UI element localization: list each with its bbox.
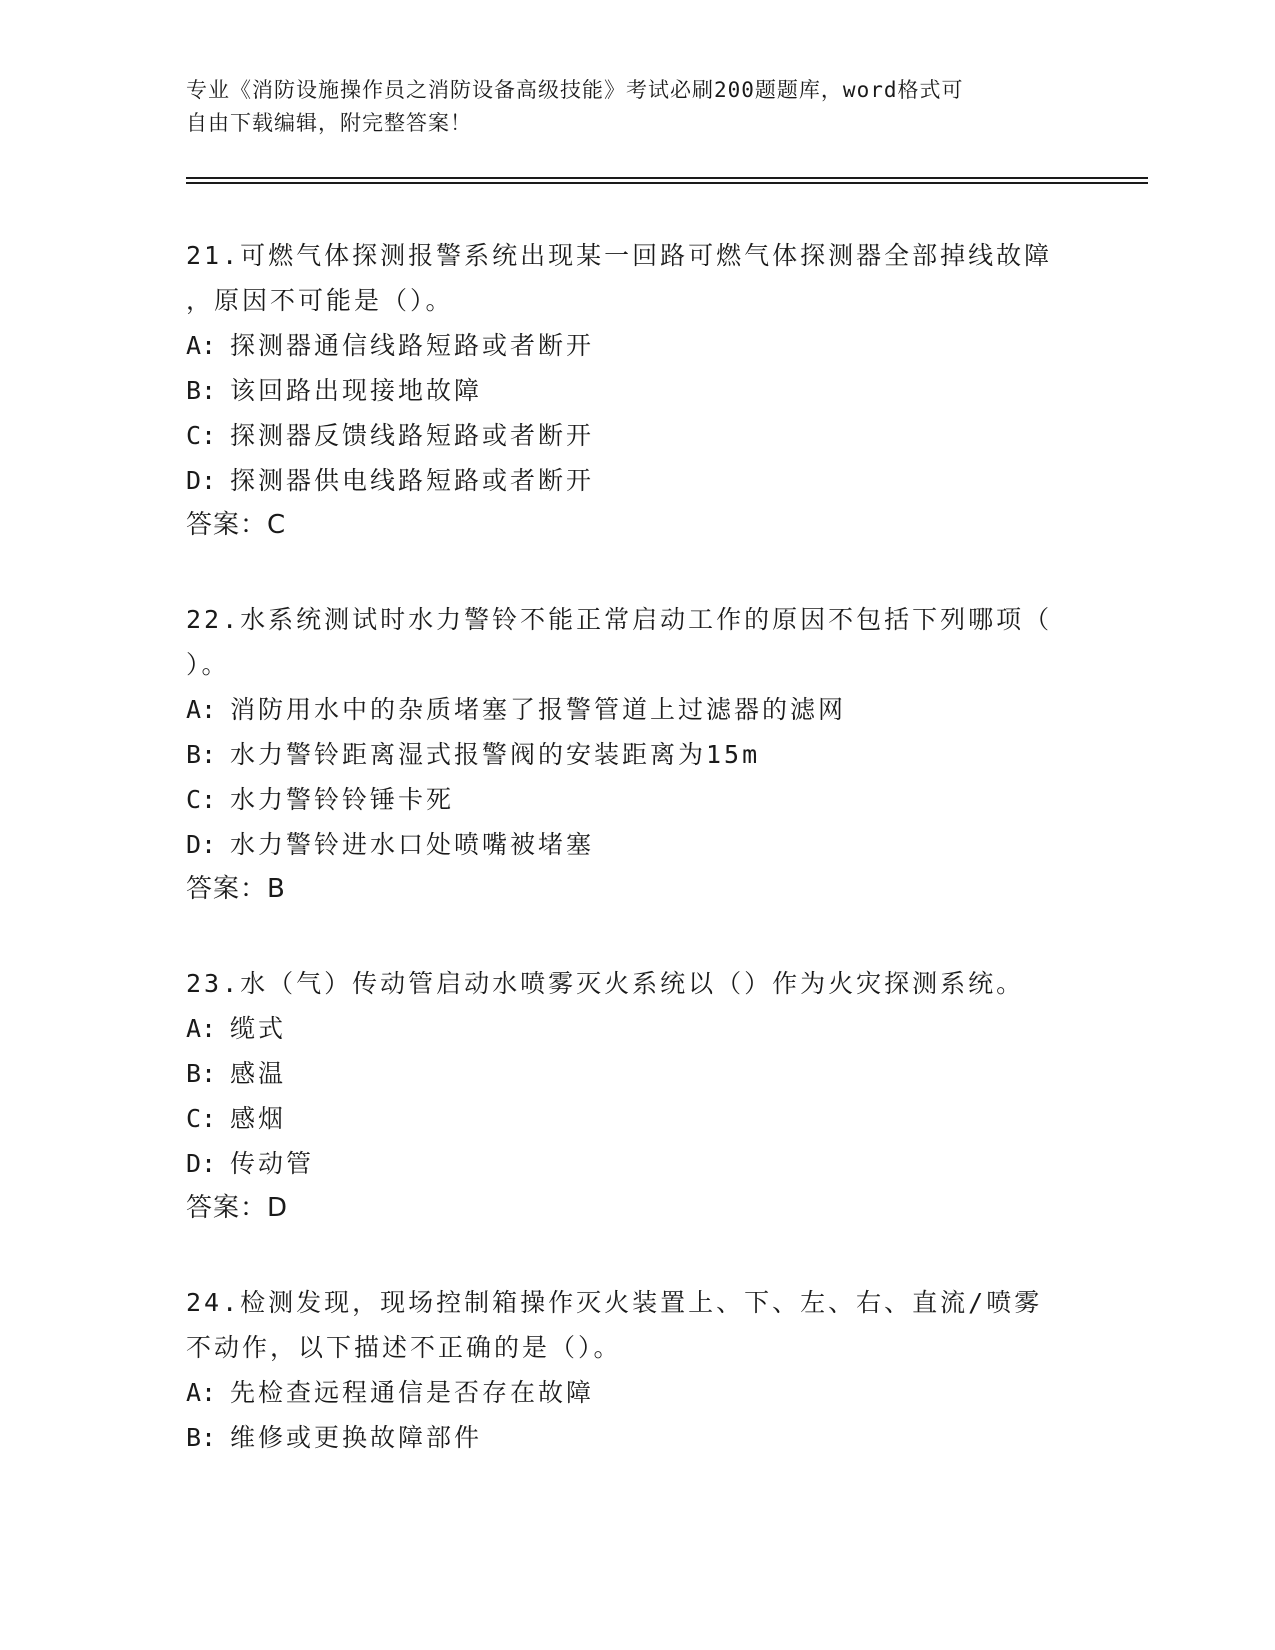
option-text: 消防用水中的杂质堵塞了报警管道上过滤器的滤网 bbox=[230, 695, 847, 724]
option-letter: A: bbox=[186, 1014, 217, 1043]
option-text: 该回路出现接地故障 bbox=[230, 376, 483, 405]
option-text: 缆式 bbox=[230, 1014, 287, 1043]
option-letter: C: bbox=[186, 785, 217, 814]
option-letter: B: bbox=[186, 1423, 217, 1452]
option-text: 水力警铃铃锤卡死 bbox=[230, 785, 455, 814]
option-d bbox=[186, 1141, 1086, 1186]
option-letter: D: bbox=[186, 466, 217, 495]
header-divider-bottom bbox=[186, 182, 1148, 184]
header-divider-top bbox=[186, 177, 1148, 179]
question-stem-line: 不动作，以下描述不正确的是（）。 bbox=[186, 1333, 622, 1362]
option-text: 探测器供电线路短路或者断开 bbox=[230, 466, 595, 495]
document-header bbox=[186, 74, 1086, 140]
option-letter: A: bbox=[186, 695, 217, 724]
option-letter: D: bbox=[186, 1149, 217, 1178]
option-d bbox=[186, 458, 1086, 503]
option-b bbox=[186, 732, 1086, 777]
option-b bbox=[186, 1415, 1086, 1460]
question-22 bbox=[186, 597, 1086, 912]
option-text: 探测器反馈线路短路或者断开 bbox=[230, 421, 595, 450]
option-text: 维修或更换故障部件 bbox=[230, 1423, 483, 1452]
option-text: 感温 bbox=[230, 1059, 287, 1088]
question-stem-line: 24.检测发现，现场控制箱操作灭火装置上、下、左、右、直流/喷雾 bbox=[186, 1288, 1043, 1317]
option-c bbox=[186, 413, 1086, 458]
option-a bbox=[186, 1370, 1086, 1415]
question-stem-line: 21.可燃气体探测报警系统出现某一回路可燃气体探测器全部掉线故障 bbox=[186, 241, 1053, 270]
option-letter: C: bbox=[186, 421, 217, 450]
option-letter: B: bbox=[186, 1059, 217, 1088]
question-21 bbox=[186, 233, 1086, 548]
question-stem-line: ）。 bbox=[186, 650, 230, 679]
header-line-2: 自由下载编辑，附完整答案！ bbox=[186, 111, 472, 135]
question-24 bbox=[186, 1280, 1086, 1460]
option-letter: A: bbox=[186, 331, 217, 360]
option-letter: D: bbox=[186, 830, 217, 859]
option-text: 水力警铃距离湿式报警阀的安装距离为15m bbox=[230, 740, 761, 769]
option-text: 感烟 bbox=[230, 1104, 287, 1133]
option-letter: B: bbox=[186, 740, 217, 769]
question-23 bbox=[186, 961, 1086, 1231]
question-stem-line: 22.水系统测试时水力警铃不能正常启动工作的原因不包括下列哪项（ bbox=[186, 605, 1053, 634]
answer-line: 答案：B bbox=[186, 874, 286, 904]
option-a bbox=[186, 1006, 1086, 1051]
option-text: 探测器通信线路短路或者断开 bbox=[230, 331, 595, 360]
option-letter: C: bbox=[186, 1104, 217, 1133]
question-stem-line: 23.水（气）传动管启动水喷雾灭火系统以（）作为火灾探测系统。 bbox=[186, 969, 1025, 998]
option-b bbox=[186, 368, 1086, 413]
option-a bbox=[186, 687, 1086, 732]
header-line-1: 专业《消防设施操作员之消防设备高级技能》考试必刷200题题库，word格式可 bbox=[186, 78, 964, 102]
option-text: 先检查远程通信是否存在故障 bbox=[230, 1378, 595, 1407]
option-letter: A: bbox=[186, 1378, 217, 1407]
option-letter: B: bbox=[186, 376, 217, 405]
option-text: 水力警铃进水口处喷嘴被堵塞 bbox=[230, 830, 595, 859]
question-stem-line: ，原因不可能是（）。 bbox=[186, 286, 454, 315]
answer-line: 答案：C bbox=[186, 510, 287, 540]
option-text: 传动管 bbox=[230, 1149, 315, 1178]
option-c bbox=[186, 1096, 1086, 1141]
answer-line: 答案：D bbox=[186, 1193, 289, 1223]
option-c bbox=[186, 777, 1086, 822]
option-a bbox=[186, 323, 1086, 368]
option-b bbox=[186, 1051, 1086, 1096]
option-d bbox=[186, 822, 1086, 867]
